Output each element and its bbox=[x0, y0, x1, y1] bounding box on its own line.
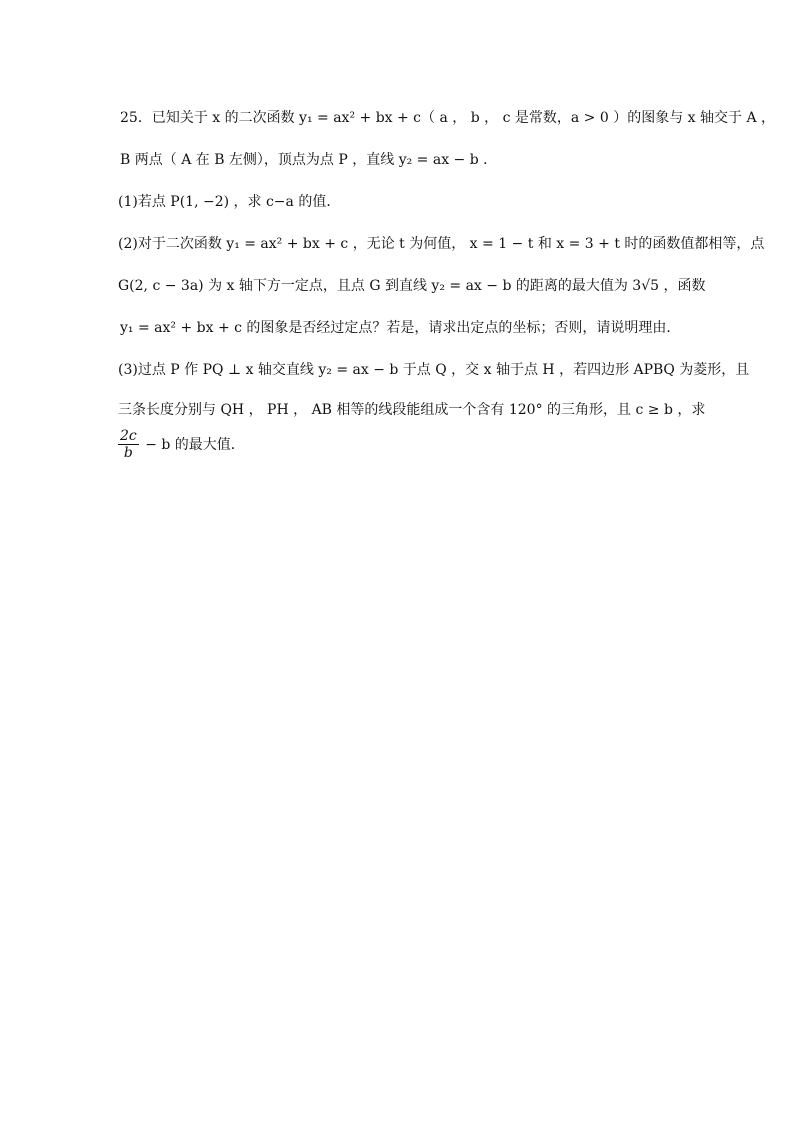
part-2-line-1: (2)对于二次函数 y₁ = ax² + bx + c ，无论 t 为何值， x = 1 − t 和 x = 3 + t 时的函数值都相等，点 bbox=[118, 236, 765, 252]
part-3-line-2: 三条长度分别与 QH ， PH ， AB 相等的线段能组成一个含有 120° 的三角形，且 c ≥ b ，求 bbox=[118, 402, 706, 418]
problem-line-2: B 两点（ A 在 B 左侧），顶点为点 P ，直线 y₂ = ax − b ． bbox=[120, 152, 498, 168]
part-3-line-3 bbox=[118, 428, 245, 461]
fraction-numerator: 2c bbox=[120, 428, 137, 444]
fraction-2c-over-b bbox=[118, 428, 139, 461]
part-1: (1)若点 P(1, −2) ，求 c−a 的值． bbox=[118, 194, 341, 210]
part-2-line-3: y₁ = ax² + bx + c 的图象是否经过定点？若是，请求出定点的坐标；否则，请说明理由． bbox=[120, 320, 681, 336]
part-3-line-1: (3)过点 P 作 PQ ⊥ x 轴交直线 y₂ = ax − b 于点 Q ，交 x 轴于点 H ，若四边形 APBQ 为菱形，且 bbox=[118, 362, 750, 378]
fraction-denominator: b bbox=[123, 445, 133, 461]
part-3-line-3-rest: − b 的最大值． bbox=[145, 436, 245, 453]
part-2-line-2: G(2, c − 3a) 为 x 轴下方一定点，且点 G 到直线 y₂ = ax − b 的距离的最大值为 3√5 ，函数 bbox=[118, 278, 706, 294]
problem-line-1: 25．已知关于 x 的二次函数 y₁ = ax² + bx + c（ a ， b ， c 是常数，a > 0 ）的图象与 x 轴交于 A ， bbox=[120, 110, 776, 126]
